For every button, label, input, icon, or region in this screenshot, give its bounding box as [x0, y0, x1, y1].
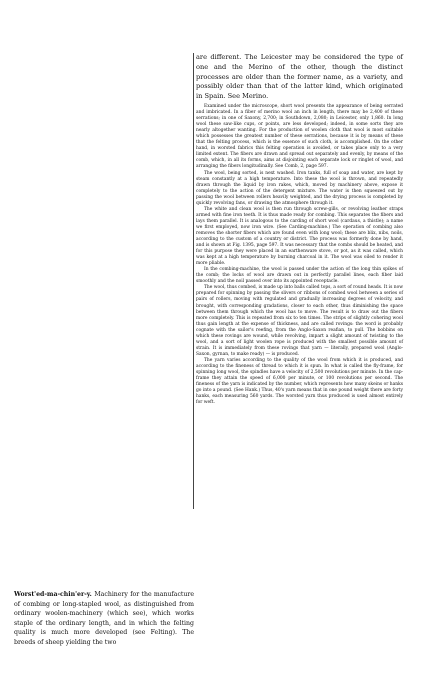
paragraph-combing: The white and clean wool is then run through screw-gills, or revolving leather straps armed with fine iron teeth. It is thus made ready for combing. This separates the fibers and lays them parallel. It is analogous to the carding of short wool (cardaus, a thistle); a name we first employed, now iron wire. (See Carding-machine.) The operation of combing also removes the shorter fibers which are found even with long wool; these are blix, nibs, noils, according to the custom of a country or district. The process was formerly done by hand, and is shown at Fig. 1395, page 597. It was necessary that the combs should be heated, and for this purpose they were placed in an earthenware stove, or pot, as it was called, which was kept at a high temperature by burning charcoal in it. The wool was oiled to render it more pliable.: [196, 206, 403, 267]
left-column-entry: [14, 590, 194, 648]
paragraph-yarn: The yarn varies according to the quality of the wool from which it is produced, and according to the fineness of thread to which it is spun. In what is called the fly-frame, for spinning long wool, the spindles have a velocity of 2,500 revolutions per minute. In the cap-frame they attain the speed of 6,000 per minute, or 100 revolutions per second. The fineness of the yarn is indicated by the number, which represents how many skeins or hanks go into a pound. (See Hank.) Thus, 40's yarn means that in one pound weight there are forty hanks, each measuring 560 yards. The worsted yarn thus produced is used almost entirely for weft.: [196, 357, 403, 406]
paragraph-washing: The wool, being sorted, is next washed. Iron tanks, full of soap and water, are kept by steam constantly at a high temperature. Into these the wool is thrown, and repeatedly drawn through the liquid by iron rakes, which, moved by machinery above, expose it completely to the action of the detergent mixture. The water is then squeezed out by passing the wool between rollers heavily weighted, and the drying process is completed by quickly revolving fans, or drawing the atmosphere through it.: [196, 170, 403, 206]
paragraph-combing-machine: In the combing-machine, the wool is passed under the action of the long thin spikes of the comb; the locks of wool are drawn out in perfectly parallel lines, each fiber laid smoothly and the noil passed over into its appointed receptacle.: [196, 267, 403, 285]
entry-body: Machinery for the manufacture of combing or long-stapled wool, as distinguished from ordinary woolen-machinery (which see), which works staple of the ordinary length, and in which the felting quality is much more developed (see Felting). The breeds of sheep yielding the two: [14, 591, 194, 646]
right-column: [196, 53, 403, 406]
entry-headword: Worst'ed-ma-chin'er-y.: [14, 591, 95, 598]
continuation-paragraph: are different. The Leicester may be considered the type of one and the Merino of the other, though the distinct processes are older than the former name, as a variety, and possibly older than that of the latter kind, which originated in Spain. See Merino.: [196, 53, 403, 101]
paragraph-tops-rovings: The wool, thus combed, is made up into balls called tops, a sort of round heads. It is now prepared for spinning by passing the slivers or ribbons of combed wool between a series of pairs of rollers, moving with regulated and gradually increasing degrees of velocity, and brought, with corresponding gradations, closer to each other, thus diminishing the space between them through which the wool has to move. The result is to draw out the fibers more completely. This is repeated from six to ten times. The strips of slightly cohering wool thus gain length at the expense of thickness, and are called rovings: the word is probably cognate with the sailor's reefing, from the Anglo-Saxon reafian, to pull. The bobbins on which these rovings are wound, while revolving, impart a slight amount of twisting to the wool, and a sort of light woolen rope is produced with the smallest possible amount of strain. It is immediately from these rovings that yarn — literally, prepared wool (Anglo-Saxon, gyrnan, to make ready) — is produced.: [196, 285, 403, 357]
paragraph-microscope: Examined under the microscope, short wool presents the appearance of being serrated and imbricated. In a fiber of merino wool an inch in length, there may be 2,400 of these serrations; in one of Saxony, 2,700; in Southdown, 2,080; in Leicester, only 1,860. In long wool these saw-like cups, or points, are less developed; indeed, in some sorts they are nearly altogether wanting. For the production of woolen cloth that wool is most suitable which possesses the greatest number of these serrations, because it is by means of these that the felting process, which is the essence of such cloth, is accomplished. On the other hand, in worsted fabrics this felting operation is avoided, or takes place only to a very limited extent. The fibers are drawn and spread out separately and evenly, by means of the comb, which, in all its forms, aims at disjointing each separate lock or ringlet of wool, and arranging the fibers longitudinally. See Comb, 2, page 597.: [196, 103, 403, 170]
column-rule: [193, 53, 194, 509]
